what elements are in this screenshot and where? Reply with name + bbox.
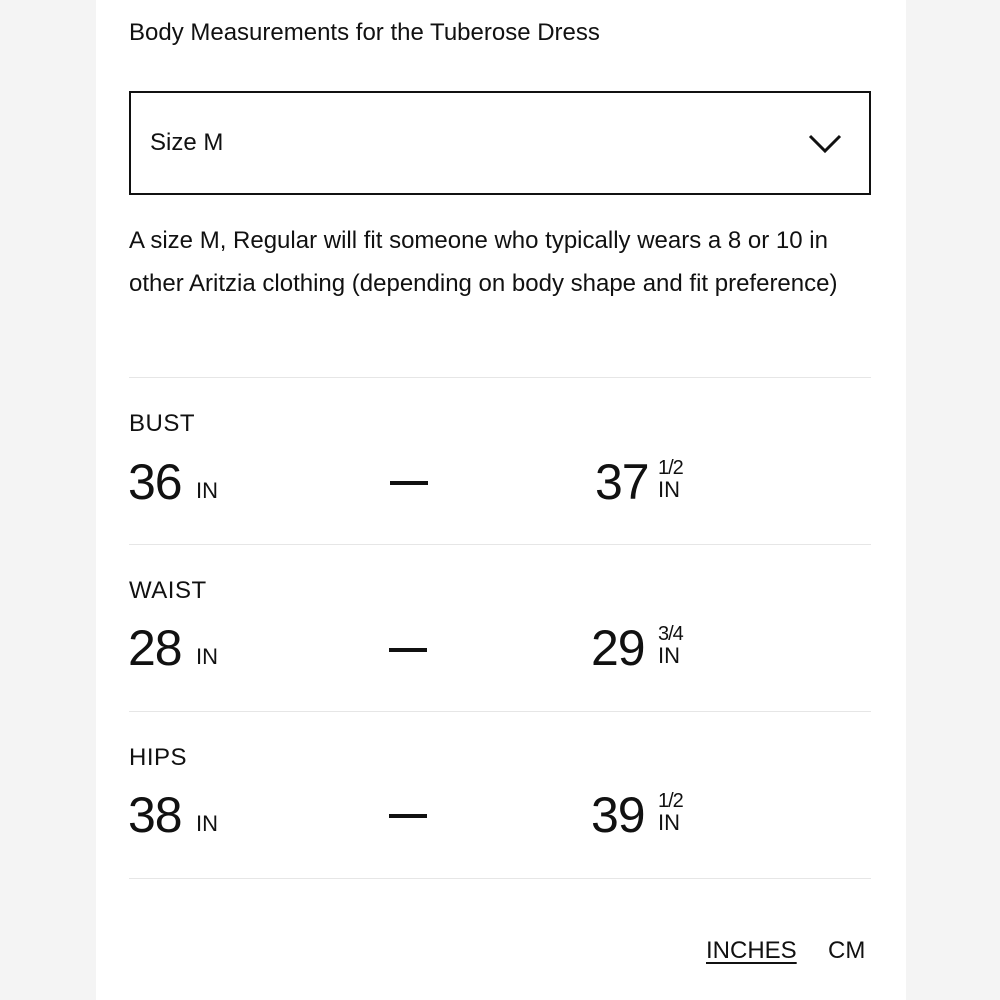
measurement-min-unit: IN: [196, 811, 218, 836]
measurement-max-value: 39: [591, 787, 645, 843]
measurement-label: HIPS: [129, 744, 188, 771]
range-separator: [389, 814, 427, 818]
measurement-label: WAIST: [129, 577, 207, 604]
range-separator: [389, 648, 427, 652]
measurement-max-fraction: 1/2: [658, 457, 683, 479]
measurement-max-fraction: 1/2: [658, 790, 683, 812]
measurement-max-value: 37: [595, 454, 649, 510]
divider: [129, 878, 871, 879]
divider: [129, 377, 871, 378]
range-separator: [390, 481, 428, 485]
divider: [129, 711, 871, 712]
size-select[interactable]: [129, 91, 871, 195]
measurement-max-value: 29: [591, 620, 645, 676]
measurement-min-value: 28: [128, 620, 182, 676]
page-title: Body Measurements for the Tuberose Dress: [129, 19, 600, 46]
measurement-max-unit: IN: [658, 810, 680, 835]
unit-toggle-inches[interactable]: INCHES: [706, 937, 797, 964]
measurement-label: BUST: [129, 410, 196, 437]
chevron-down-icon: [807, 131, 843, 155]
size-select-value: Size M: [150, 129, 224, 156]
measurement-max-unit: IN: [658, 477, 680, 502]
measurement-max-unit: IN: [658, 643, 680, 668]
unit-toggle-cm[interactable]: CM: [828, 937, 866, 964]
size-description: A size M, Regular will fit someone who typically wears a 8 or 10 in other Aritzia clothing (depending on body shape and fit preference): [129, 227, 838, 297]
size-chart-panel: [96, 0, 906, 1000]
measurement-min-unit: IN: [196, 644, 218, 669]
measurement-max-fraction: 3/4: [658, 623, 683, 645]
measurement-min-unit: IN: [196, 478, 218, 503]
divider: [129, 544, 871, 545]
measurement-min-value: 36: [128, 454, 182, 510]
measurement-min-value: 38: [128, 787, 182, 843]
